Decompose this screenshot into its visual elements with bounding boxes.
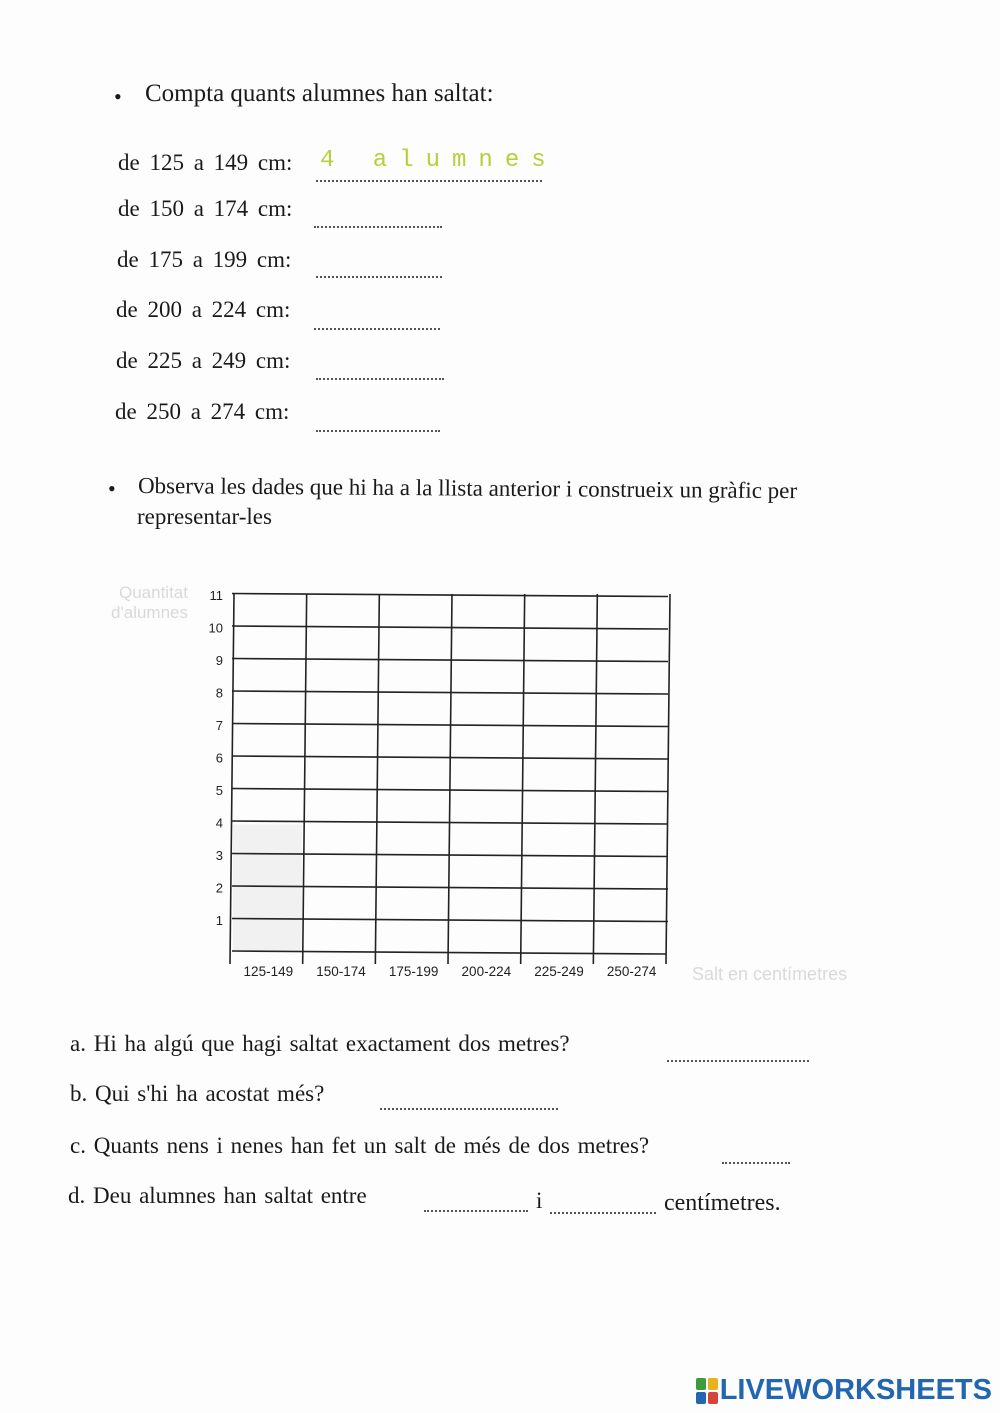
grid-vline	[666, 594, 670, 964]
question-d-connector: i	[536, 1188, 543, 1213]
range-label: de 150 a 174 cm:	[118, 196, 293, 221]
y-tick-label: 5	[215, 783, 223, 798]
x-tick-label: 125-149	[243, 964, 294, 979]
grid-hline	[232, 724, 668, 727]
grid-vline	[593, 594, 597, 964]
question-b	[70, 1081, 324, 1107]
liveworksheets-logo	[696, 1374, 992, 1407]
x-tick-label: 200-224	[461, 964, 512, 979]
question-d-end: centímetres.	[664, 1190, 781, 1216]
y-tick-label: 10	[208, 620, 223, 636]
grid-hline	[232, 659, 668, 662]
y-tick-label: 11	[209, 588, 223, 603]
section2-heading-line2: representar-les	[137, 504, 272, 529]
answer-line-6	[316, 428, 440, 432]
answer-line-5	[316, 376, 444, 380]
y-tick-label: 7	[215, 718, 223, 733]
y-tick-label: 2	[215, 880, 223, 896]
x-axis-line	[232, 951, 666, 954]
question-text: Qui s'hi ha acostat més?	[95, 1081, 325, 1106]
answer-line-c[interactable]	[722, 1160, 790, 1164]
question-letter: c.	[70, 1133, 86, 1158]
question-letter: b.	[70, 1081, 88, 1106]
range-row-3	[117, 247, 291, 273]
range-row-1	[118, 150, 292, 176]
grid-hline	[232, 854, 668, 857]
range-label: de 250 a 274 cm:	[115, 399, 290, 424]
y-tick-label: 1	[215, 913, 223, 928]
x-tick-label: 175-199	[388, 964, 439, 979]
grid-hline	[232, 691, 668, 694]
x-tick-label: 150-174	[316, 964, 366, 979]
grid-vline	[521, 594, 525, 964]
y-tick-label: 4	[215, 815, 223, 831]
answer-input-1[interactable]: 4 alumnes	[320, 147, 558, 174]
range-label: de 225 a 249 cm:	[116, 348, 291, 373]
y-tick-label: 3	[215, 848, 223, 863]
bullet-2: •	[108, 476, 116, 501]
section1-heading: Compta quants alumnes han saltat:	[145, 80, 494, 107]
answer-line-d1[interactable]	[424, 1208, 528, 1212]
grid-vline	[448, 594, 452, 964]
chart-xlabel: Salt en centímetres	[692, 964, 848, 984]
grid-vline	[375, 594, 379, 964]
range-row-6	[115, 399, 289, 425]
x-tick-label: 225-249	[534, 964, 584, 979]
x-tick-label: 250-274	[606, 964, 657, 979]
grid-vline	[303, 594, 307, 964]
question-letter: d.	[68, 1183, 86, 1208]
grid-hline	[232, 886, 668, 889]
bullet-1: •	[114, 84, 122, 109]
chart-ylabel-line1: Quantitat	[119, 583, 188, 602]
answer-line-3	[316, 274, 442, 278]
range-label: de 175 a 199 cm:	[117, 247, 292, 272]
answer-line-d2[interactable]	[550, 1210, 656, 1214]
grid-hline	[232, 756, 668, 759]
range-row-5	[116, 348, 290, 374]
grid-hline	[232, 789, 668, 792]
question-a	[70, 1031, 570, 1057]
chart-ylabel-line2: d'alumnes	[111, 603, 188, 622]
range-label: de 200 a 224 cm:	[116, 297, 291, 322]
range-row-2	[118, 196, 292, 222]
range-label: de 125 a 149 cm:	[118, 150, 293, 175]
chart-ylabel	[90, 583, 188, 623]
grid-hline	[232, 594, 668, 597]
grid-vline	[230, 594, 234, 964]
question-text: Hi ha algú que hagi saltat exactament dos metres?	[93, 1031, 570, 1056]
grid-hline	[232, 821, 668, 824]
question-letter: a.	[70, 1031, 86, 1056]
answer-line-1	[316, 178, 542, 182]
answer-line-2	[314, 224, 442, 228]
answer-line-b[interactable]	[380, 1106, 558, 1110]
answer-line-a[interactable]	[667, 1058, 809, 1062]
grid-hline	[232, 626, 668, 629]
y-tick-label: 9	[215, 653, 223, 668]
y-tick-label: 8	[215, 685, 223, 701]
brand-text: LIVEWORKSHEETS	[719, 1374, 992, 1406]
grid-shade	[233, 825, 302, 951]
section2-heading-line1: Observa les dades que hi ha a la llista anterior i construeix un gràfic per	[137, 473, 798, 504]
liveworksheets-icon	[696, 1378, 718, 1404]
y-tick-label: 6	[215, 750, 223, 766]
question-d	[68, 1183, 367, 1209]
grid-hline	[232, 919, 668, 922]
question-text: Quants nens i nenes han fet un salt de més de dos metres?	[93, 1133, 650, 1158]
question-c	[70, 1133, 649, 1159]
range-row-4	[116, 297, 290, 323]
answer-line-4	[314, 326, 440, 330]
question-text-part1: Deu alumnes han saltat entre	[93, 1183, 367, 1208]
